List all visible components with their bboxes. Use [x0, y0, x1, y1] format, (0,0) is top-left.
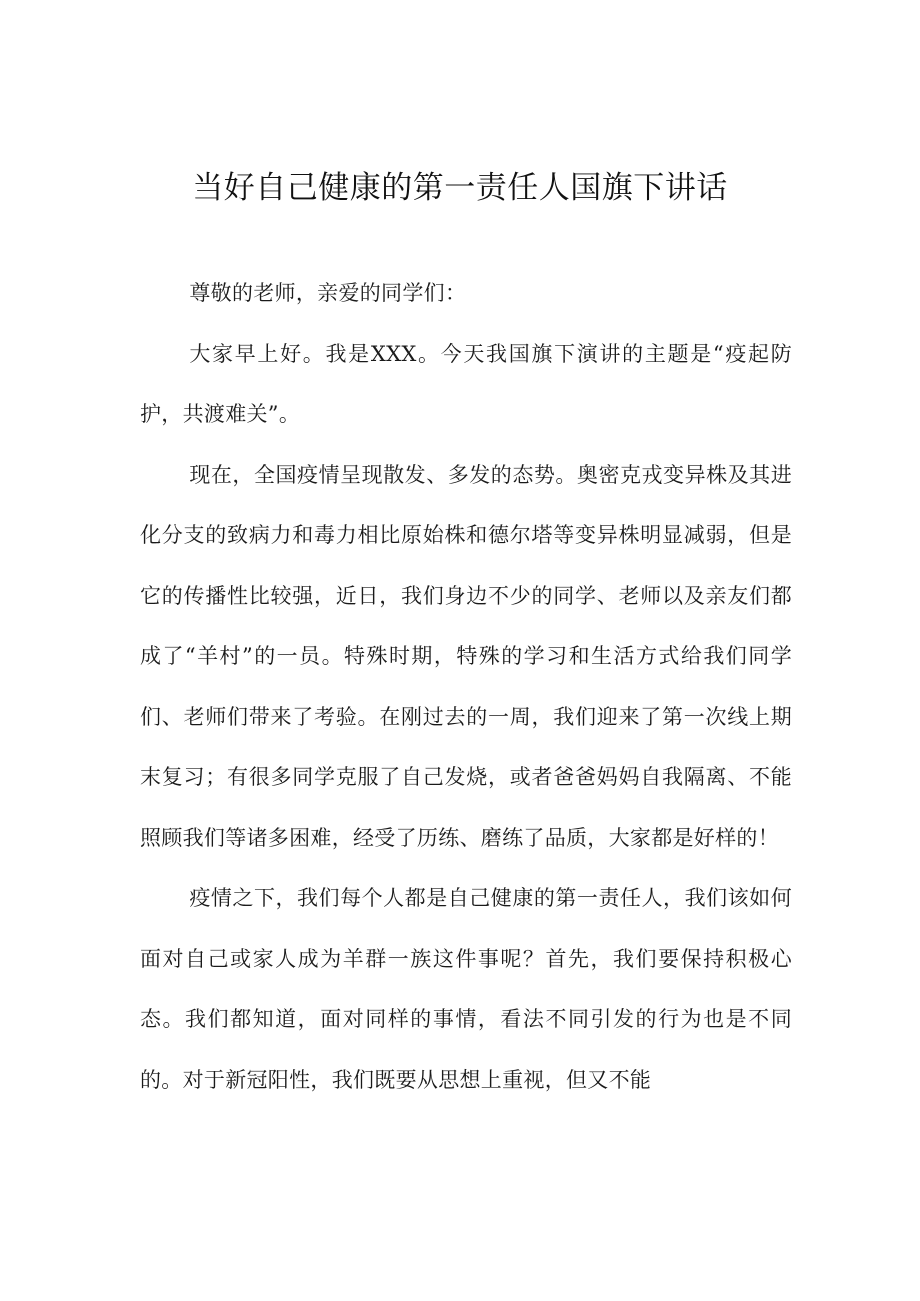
greeting-paragraph: 大家早上好。我是XXX。今天我国旗下演讲的主题是“疫起防护，共渡难关”。 — [140, 341, 792, 426]
document-body — [140, 263, 792, 1110]
situation-paragraph: 现在，全国疫情呈现散发、多发的态势。奥密克戎变异株及其进化分支的致病力和毒力相比原始株和德尔塔等变异株明显减弱，但是它的传播性比较强，近日，我们身边不少的同学、老师以及亲友们都成了“羊村”的一员。特殊时期，特殊的学习和生活方式给我们同学们、老师们带来了考验。在刚过去的一周，我们迎来了第一次线上期末复习；有很多同学克服了自己发烧，或者爸爸妈妈自我隔离、不能照顾我们等诸多困难，经受了历练、磨练了品质，大家都是好样的！ — [140, 462, 792, 850]
responsibility-paragraph: 疫情之下，我们每个人都是自己健康的第一责任人，我们该如何面对自己或家人成为羊群一族这件事呢？首先，我们要保持积极心态。我们都知道，面对同样的事情，看法不同引发的行为也是不同的。对于新冠阳性，我们既要从思想上重视，但又不能 — [140, 886, 792, 1092]
document-title: 当好自己健康的第一责任人国旗下讲话 — [192, 170, 728, 206]
salutation-paragraph: 尊敬的老师，亲爱的同学们： — [189, 281, 467, 305]
